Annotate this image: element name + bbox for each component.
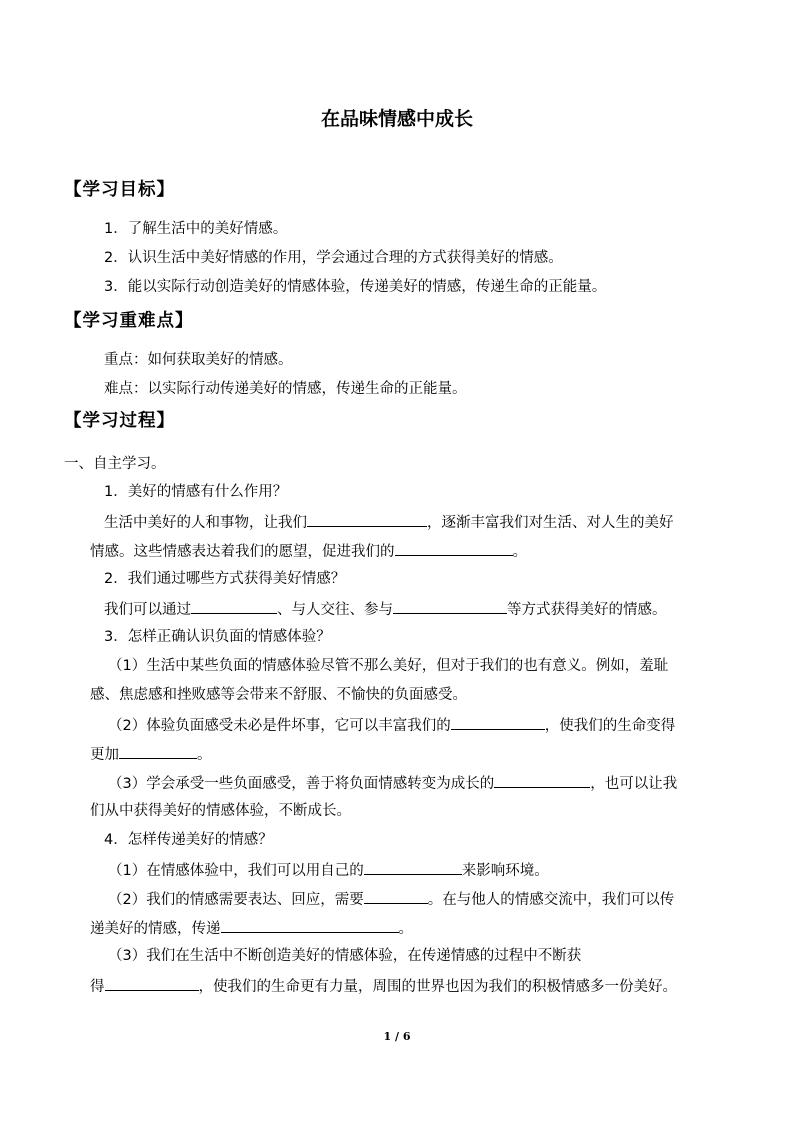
goal-item-2: 2．认识生活中美好情感的作用，学会通过合理的方式获得美好的情感。 — [104, 250, 563, 266]
text-fragment: 得 — [90, 979, 105, 995]
question-2-answer — [104, 598, 724, 620]
key-points-heading: 【学习重难点】 — [64, 311, 194, 331]
question-1-answer-line-1 — [104, 511, 724, 533]
fill-blank[interactable] — [119, 743, 197, 759]
text-fragment: ，使我们的生命更有力量，周围的世界也因为我们的积极情感多一份美好。 — [198, 979, 677, 995]
text-fragment: 。 — [398, 921, 413, 937]
fill-blank[interactable] — [105, 975, 199, 991]
text-fragment: （2）我们的情感需要表达、回应，需要 — [108, 892, 364, 908]
goal-item-3: 3．能以实际行动创造美好的情感体验，传递美好的情感，传递生命的正能量。 — [104, 279, 607, 295]
question-4-point-3-line-1: （3）我们在生活中不断创造美好的情感体验，在传递情感的过程中不断获 — [108, 948, 582, 964]
question-3-point-2-line-2 — [90, 743, 724, 765]
question-4-point-2-line-1 — [108, 888, 724, 910]
text-fragment: （2）体验负面感受未必是件坏事，它可以丰富我们的 — [108, 718, 451, 734]
text-fragment: 递美好的情感，传递 — [90, 921, 221, 937]
goal-item-1: 1．了解生活中的美好情感。 — [104, 221, 288, 237]
question-3-title: 3．怎样正确认识负面的情感体验？ — [104, 629, 331, 645]
text-fragment: 。在与他人的情感交流中，我们可以传 — [427, 892, 675, 908]
question-4-point-3-line-2 — [90, 975, 724, 997]
question-3-point-3-line-1 — [108, 772, 724, 794]
part-one-label: 一、自主学习。 — [64, 456, 166, 472]
fill-blank[interactable] — [307, 511, 427, 527]
goals-heading: 【学习目标】 — [64, 180, 175, 200]
text-fragment: 情感。这些情感表达着我们的愿望，促进我们的 — [90, 544, 395, 560]
page-title: 在品味情感中成长 — [320, 108, 473, 130]
text-fragment: 。 — [512, 544, 527, 560]
text-fragment: 、与人交往、参与 — [277, 602, 393, 618]
question-3-point-3-line-2: 们从中获得美好的情感体验，不断成长。 — [90, 803, 351, 819]
text-fragment: 我们可以通过 — [104, 602, 191, 618]
text-fragment: 更加 — [90, 747, 119, 763]
fill-blank[interactable] — [395, 540, 513, 556]
text-fragment: ，使我们的生命变得 — [544, 718, 676, 734]
page-number: 1 / 6 — [383, 1030, 411, 1043]
question-3-point-2-line-1 — [108, 714, 724, 736]
fill-blank[interactable] — [364, 859, 462, 875]
text-fragment: 。 — [197, 747, 212, 763]
fill-blank[interactable] — [494, 772, 590, 788]
question-1-title: 1．美好的情感有什么作用？ — [104, 484, 288, 500]
question-1-answer-line-2 — [90, 540, 724, 562]
text-fragment: （3）学会承受一些负面感受，善于将负面情感转变为成长的 — [108, 776, 495, 792]
difficult-point: 难点：以实际行动传递美好的情感，传递生命的正能量。 — [104, 381, 467, 397]
text-fragment: （1）在情感体验中，我们可以用自己的 — [108, 863, 364, 879]
question-4-point-2-line-2 — [90, 917, 724, 939]
fill-blank[interactable] — [221, 917, 399, 933]
question-4-title: 4．怎样传递美好的情感？ — [104, 832, 273, 848]
fill-blank[interactable] — [364, 888, 428, 904]
question-3-point-1-line-1: （1）生活中某些负面的情感体验尽管不那么美好，但对于我们的也有意义。例如，羞耻 — [108, 658, 669, 674]
fill-blank[interactable] — [451, 714, 545, 730]
fill-blank[interactable] — [393, 598, 507, 614]
question-4-point-1 — [108, 859, 724, 881]
fill-blank[interactable] — [191, 598, 277, 614]
process-heading: 【学习过程】 — [64, 411, 175, 431]
key-point: 重点：如何获取美好的情感。 — [104, 352, 293, 368]
text-fragment: ，逐渐丰富我们对生活、对人生的美好 — [427, 515, 674, 531]
question-3-point-1-line-2: 感、焦虑感和挫败感等会带来不舒服、不愉快的负面感受。 — [90, 687, 467, 703]
text-fragment: 生活中美好的人和事物，让我们 — [104, 515, 307, 531]
text-fragment: ，也可以让我 — [590, 776, 678, 792]
text-fragment: 来影响环境。 — [461, 863, 549, 879]
question-2-title: 2．我们通过哪些方式获得美好情感？ — [104, 571, 346, 587]
text-fragment: 等方式获得美好的情感。 — [507, 602, 667, 618]
